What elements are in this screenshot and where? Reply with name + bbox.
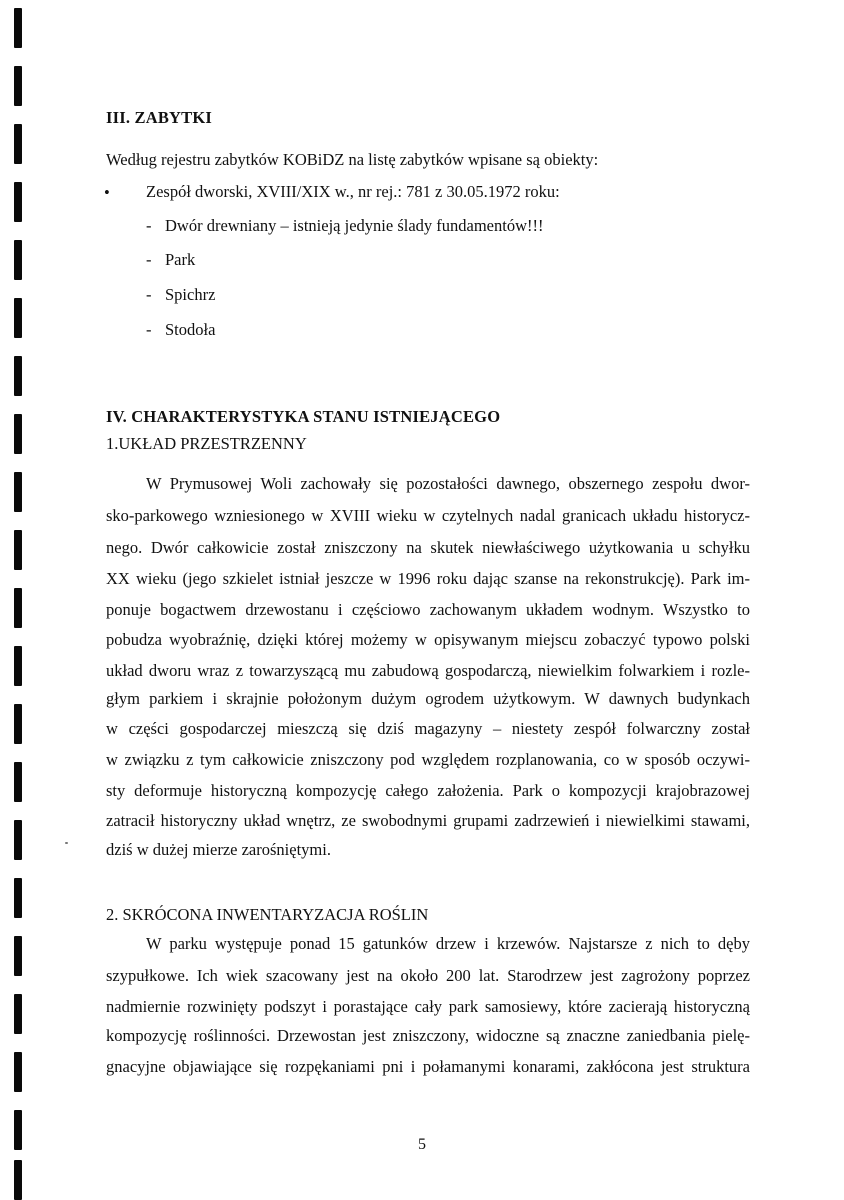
subsection-title-uklad: 1.UKŁAD PRZESTRZENNY <box>106 434 307 453</box>
paragraph-line: W parku występuje ponad 15 gatunków drzew i krzewów. Najstarsze z nich to dęby <box>146 934 750 953</box>
bullet-icon: • <box>104 183 110 202</box>
scan-speck <box>65 842 68 844</box>
paragraph-line: nadmiernie rozwinięty podszyt i porastające cały park samosiewy, które zacierają historyczną <box>106 997 750 1016</box>
paragraph-line: układ dworu wraz z towarzyszącą mu zabudową gospodarczą, niewielkim folwarkiem i rozle- <box>106 661 750 680</box>
zabytki-item: Park <box>165 250 196 269</box>
paragraph-line: sty deformuje historyczną kompozycję całego założenia. Park o kompozycji krajobrazowej <box>106 781 750 800</box>
zabytki-intro: Według rejestru zabytków KOBiDZ na listę zabytków wpisane są obiekty: <box>106 150 599 169</box>
paragraph-line: sko-parkowego wzniesionego w XVIII wieku w czytelnych nadal granicach układu historycz- <box>106 506 750 525</box>
paragraph-line: szypułkowe. Ich wiek szacowany jest na około 200 lat. Starodrzew jest zagrożony poprzez <box>106 966 750 985</box>
paragraph-line: dziś w dużej mierze zarośniętymi. <box>106 840 331 859</box>
dash-icon: - <box>146 320 152 339</box>
paragraph-line: W Prymusowej Woli zachowały się pozostałości dawnego, obszernego zespołu dwor- <box>146 474 750 493</box>
zabytki-bullet: Zespół dworski, XVIII/XIX w., nr rej.: 781 z 30.05.1972 roku: <box>146 182 560 201</box>
section-title-zabytki: III. ZABYTKI <box>106 108 213 127</box>
paragraph-line: kompozycję roślinności. Drzewostan jest zniszczony, widoczne są znaczne zaniedbania pielę- <box>106 1026 750 1045</box>
paragraph-line: zatracił historyczny układ wnętrz, ze swobodnymi grupami zadrzewień i niewielkimi stawami, <box>106 811 750 830</box>
paragraph-line: ponuje bogactwem drzewostanu i częściowo zachowanym układem wodnym. Wszystko to <box>106 600 750 619</box>
dash-icon: - <box>146 216 152 235</box>
zabytki-item: Stodoła <box>165 320 216 339</box>
paragraph-line: XX wieku (jego szkielet istniał jeszcze w 1996 roku dając szanse na rekonstrukcję). Park im- <box>106 569 750 588</box>
section-title-charakterystyka: IV. CHARAKTERYSTYKA STANU ISTNIEJĄCEGO <box>106 407 501 426</box>
zabytki-item: Spichrz <box>165 285 216 304</box>
paragraph-line: w części gospodarczej mieszczą się dziś magazyny – niestety zespół folwarczny został <box>106 719 750 738</box>
paragraph-line: głym parkiem i skrajnie położonym dużym ogrodem użytkowym. W dawnych budynkach <box>106 689 750 708</box>
dash-icon: - <box>146 250 152 269</box>
paragraph-line: pobudza wyobraźnię, dzięki której możemy w opisywanym miejscu zobaczyć typowo polski <box>106 630 750 649</box>
paragraph-line: w związku z tym całkowicie zniszczony pod względem rozplanowania, co w sposób oczywi- <box>106 750 750 769</box>
subsection-title-inwentaryzacja: 2. SKRÓCONA INWENTARYZACJA ROŚLIN <box>106 905 429 924</box>
paragraph-line: nego. Dwór całkowicie został zniszczony na skutek niewłaściwego użytkowania u schyłku <box>106 538 750 557</box>
zabytki-item: Dwór drewniany – istnieją jedynie ślady fundamentów!!! <box>165 216 544 235</box>
page-number: 5 <box>418 1136 426 1153</box>
dash-icon: - <box>146 285 152 304</box>
paragraph-line: gnacyjne objawiające się rozpękaniami pni i połamanymi konarami, zakłócona jest struktura <box>106 1057 750 1076</box>
